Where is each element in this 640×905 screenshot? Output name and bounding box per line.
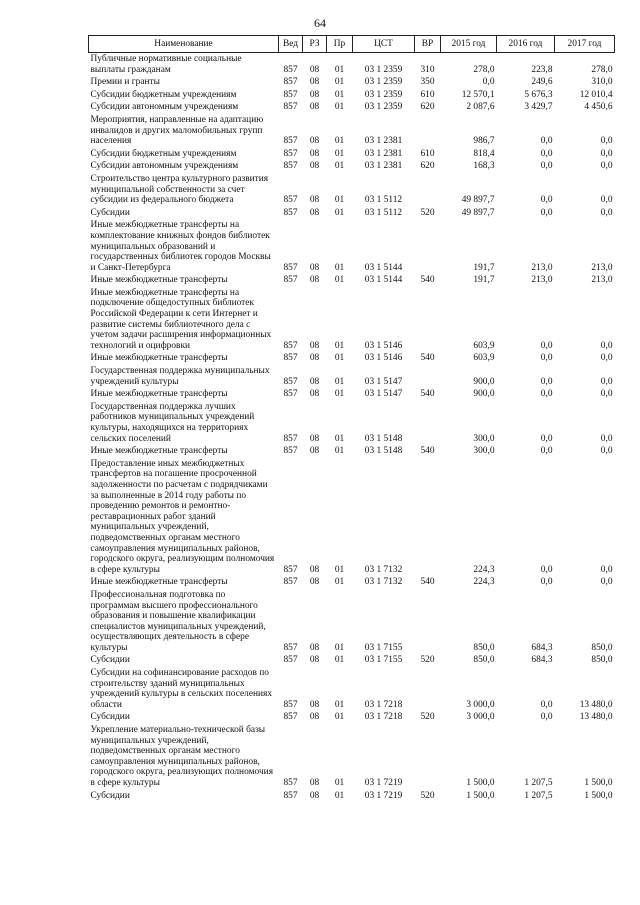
cell-2017: 0,0 bbox=[600, 564, 613, 575]
cell-2017: 0,0 bbox=[600, 353, 613, 364]
cell-2015: 850,0 bbox=[473, 655, 495, 666]
cell-2017: 850,0 bbox=[591, 655, 613, 666]
cell-cst: 03 1 7218 bbox=[364, 699, 403, 710]
cell-rz: 08 bbox=[309, 778, 320, 788]
cell-2015: 224,3 bbox=[473, 564, 495, 575]
table-row bbox=[89, 76, 615, 89]
cell-pr: 01 bbox=[334, 778, 345, 788]
cell-ved: 857 bbox=[283, 77, 298, 88]
cell-2016: 1 207,5 bbox=[524, 790, 553, 801]
cell-2016: 0,0 bbox=[540, 353, 553, 364]
cell-pr: 01 bbox=[334, 102, 345, 113]
cell-2017: 1 500,0 bbox=[584, 778, 613, 788]
cell-2016: 684,3 bbox=[531, 655, 553, 666]
cell-2015: 12 570,1 bbox=[461, 89, 495, 100]
cell-vr: 350 bbox=[420, 77, 435, 88]
table-row bbox=[89, 287, 615, 353]
cell-2015: 1 500,0 bbox=[466, 778, 495, 788]
cell-2017: 4 450,6 bbox=[584, 102, 613, 113]
cell-vr: 540 bbox=[420, 389, 435, 400]
cell-rz: 08 bbox=[309, 389, 320, 400]
cell-2017: 0,0 bbox=[600, 389, 613, 400]
cell-name: Иные межбюджетные трансферты bbox=[90, 275, 228, 286]
cell-cst: 03 1 5147 bbox=[364, 389, 403, 400]
cell-2017: 0,0 bbox=[600, 433, 613, 444]
cell-cst: 03 1 2381 bbox=[364, 161, 403, 172]
cell-rz: 08 bbox=[309, 712, 320, 723]
cell-vr: 610 bbox=[420, 148, 435, 159]
cell-vr bbox=[415, 287, 441, 353]
cell-ved: 857 bbox=[283, 148, 298, 159]
cell-rz: 08 bbox=[309, 207, 320, 218]
cell-cst: 03 1 7132 bbox=[364, 564, 403, 575]
cell-name: Субсидии bbox=[90, 207, 130, 218]
cell-vr bbox=[415, 219, 441, 274]
cell-pr: 01 bbox=[334, 699, 345, 710]
cell-rz: 08 bbox=[309, 353, 320, 364]
cell-2015: 986,7 bbox=[473, 136, 495, 147]
cell-ved: 857 bbox=[283, 275, 298, 286]
cell-ved: 857 bbox=[283, 102, 298, 113]
cell-vr bbox=[415, 114, 441, 148]
cell-name: Строительство центра культурного развития муниципальной собственности за счет субсидии из федерального бюджета bbox=[90, 173, 269, 206]
cell-pr: 01 bbox=[334, 353, 345, 364]
cell-rz: 08 bbox=[309, 433, 320, 444]
cell-cst: 03 1 7155 bbox=[364, 642, 403, 653]
table-row bbox=[89, 274, 615, 287]
cell-2017: 0,0 bbox=[600, 148, 613, 159]
cell-2016: 0,0 bbox=[540, 195, 553, 206]
cell-vr: 540 bbox=[420, 353, 435, 364]
budget-table bbox=[88, 35, 615, 802]
cell-ved: 857 bbox=[283, 642, 298, 653]
cell-ved: 857 bbox=[283, 353, 298, 364]
cell-pr: 01 bbox=[334, 433, 345, 444]
cell-pr: 01 bbox=[334, 89, 345, 100]
cell-name: Субсидии bbox=[90, 712, 130, 723]
table-row bbox=[89, 711, 615, 724]
cell-pr: 01 bbox=[334, 564, 345, 575]
cell-vr bbox=[415, 589, 441, 655]
cell-2015: 900,0 bbox=[473, 376, 495, 387]
col-header-name: Наименование bbox=[89, 36, 279, 53]
cell-cst: 03 1 7155 bbox=[364, 655, 403, 666]
cell-ved: 857 bbox=[283, 340, 298, 351]
cell-rz: 08 bbox=[309, 64, 320, 75]
cell-ved: 857 bbox=[283, 564, 298, 575]
cell-2017: 12 010,4 bbox=[579, 89, 613, 100]
cell-cst: 03 1 2359 bbox=[364, 64, 403, 75]
cell-2016: 0,0 bbox=[540, 564, 553, 575]
cell-vr: 520 bbox=[420, 790, 435, 801]
cell-pr: 01 bbox=[334, 207, 345, 218]
cell-vr bbox=[415, 667, 441, 711]
cell-ved: 857 bbox=[283, 89, 298, 100]
cell-cst: 03 1 5144 bbox=[364, 275, 403, 286]
cell-rz: 08 bbox=[309, 148, 320, 159]
cell-rz: 08 bbox=[309, 577, 320, 588]
cell-cst: 03 1 2359 bbox=[364, 89, 403, 100]
cell-vr: 540 bbox=[420, 446, 435, 457]
cell-2017: 0,0 bbox=[600, 207, 613, 218]
cell-2015: 278,0 bbox=[473, 64, 495, 75]
cell-2015: 603,9 bbox=[473, 353, 495, 364]
cell-name: Иные межбюджетные трансферты на комплектование книжных фондов библиотек муниципальных образований и государственных библиотек городов Москвы и Санкт-Петербурга bbox=[90, 220, 271, 273]
cell-ved: 857 bbox=[283, 577, 298, 588]
cell-2016: 0,0 bbox=[540, 207, 553, 218]
cell-vr: 620 bbox=[420, 161, 435, 172]
cell-cst: 03 1 7132 bbox=[364, 577, 403, 588]
cell-rz: 08 bbox=[309, 340, 320, 351]
cell-cst: 03 1 2359 bbox=[364, 102, 403, 113]
cell-2015: 3 000,0 bbox=[466, 712, 495, 723]
cell-2016: 0,0 bbox=[540, 699, 553, 710]
cell-ved: 857 bbox=[283, 161, 298, 172]
cell-2015: 191,7 bbox=[473, 262, 495, 273]
cell-name: Укрепление материально-технической базы муниципальных учреждений, подведомственных органам местного самоуправления муниципальных районов, городского округа, реализующих полномочия в сфере культуры bbox=[90, 725, 274, 788]
cell-cst: 03 1 7218 bbox=[364, 712, 403, 723]
cell-ved: 857 bbox=[283, 207, 298, 218]
cell-cst: 03 1 5146 bbox=[364, 340, 403, 351]
cell-2016: 0,0 bbox=[540, 148, 553, 159]
cell-vr bbox=[415, 458, 441, 577]
cell-ved: 857 bbox=[283, 376, 298, 387]
cell-name: Субсидии bbox=[90, 655, 130, 666]
table-row bbox=[89, 724, 615, 790]
table-row bbox=[89, 589, 615, 655]
cell-pr: 01 bbox=[334, 642, 345, 653]
cell-2016: 0,0 bbox=[540, 577, 553, 588]
cell-name: Субсидии bbox=[90, 790, 130, 801]
cell-ved: 857 bbox=[283, 655, 298, 666]
col-header-2017: 2017 год bbox=[555, 36, 615, 53]
cell-2016: 213,0 bbox=[531, 262, 553, 273]
cell-name: Профессиональная подготовка по программам высшего профессионального образования и повышение квалификации специалистов муниципальных учреждений, осуществляющих деятельность в сфере культуры bbox=[90, 589, 266, 653]
cell-2016: 0,0 bbox=[540, 376, 553, 387]
cell-2016: 213,0 bbox=[531, 275, 553, 286]
cell-pr: 01 bbox=[334, 790, 345, 801]
table-row bbox=[89, 401, 615, 445]
cell-2016: 3 429,7 bbox=[524, 102, 553, 113]
cell-rz: 08 bbox=[309, 262, 320, 273]
cell-cst: 03 1 7219 bbox=[364, 778, 403, 788]
cell-2015: 300,0 bbox=[473, 433, 495, 444]
cell-vr: 520 bbox=[420, 655, 435, 666]
table-row bbox=[89, 790, 615, 803]
table-row bbox=[89, 114, 615, 148]
cell-name: Премии и гранты bbox=[90, 77, 160, 88]
cell-2017: 13 480,0 bbox=[579, 699, 613, 710]
cell-name: Мероприятия, направленные на адаптацию инвалидов и других маломобильных групп населения bbox=[90, 114, 264, 147]
cell-2015: 3 000,0 bbox=[466, 699, 495, 710]
cell-vr bbox=[415, 173, 441, 207]
cell-vr: 610 bbox=[420, 89, 435, 100]
table-row bbox=[89, 654, 615, 667]
cell-cst: 03 1 5146 bbox=[364, 353, 403, 364]
table-row bbox=[89, 576, 615, 589]
cell-pr: 01 bbox=[334, 148, 345, 159]
cell-ved: 857 bbox=[283, 195, 298, 206]
cell-pr: 01 bbox=[334, 77, 345, 88]
col-header-2016: 2016 год bbox=[497, 36, 555, 53]
table-row bbox=[89, 388, 615, 401]
table-row bbox=[89, 219, 615, 274]
cell-name: Предоставление иных межбюджетных трансфертов на погашение просроченной задолженности по расчетам с подрядчиками за выполненные в 2014 году работы по проведению ремонтов и ремонтно-реставрационных работ зданий муниципальных учреждений, подведомственных органам местного самоуправления муниципальных районов, городского округа, реализующим полномочия в сфере культуры bbox=[90, 458, 275, 575]
cell-name: Субсидии бюджетным учреждениям bbox=[90, 148, 237, 159]
col-header-pr: Пр bbox=[327, 36, 353, 53]
cell-2017: 310,0 bbox=[591, 77, 613, 88]
cell-cst: 03 1 2359 bbox=[364, 77, 403, 88]
cell-rz: 08 bbox=[309, 161, 320, 172]
table-row bbox=[89, 352, 615, 365]
cell-2015: 1 500,0 bbox=[466, 790, 495, 801]
cell-2015: 850,0 bbox=[473, 642, 495, 653]
cell-2015: 168,3 bbox=[473, 161, 495, 172]
cell-2015: 900,0 bbox=[473, 389, 495, 400]
cell-2015: 603,9 bbox=[473, 340, 495, 351]
cell-vr: 520 bbox=[420, 207, 435, 218]
cell-ved: 857 bbox=[283, 778, 298, 788]
cell-vr: 620 bbox=[420, 102, 435, 113]
cell-cst: 03 1 2381 bbox=[364, 148, 403, 159]
table-row bbox=[89, 445, 615, 458]
cell-rz: 08 bbox=[309, 564, 320, 575]
cell-name: Публичные нормативные социальные выплаты гражданам bbox=[90, 54, 242, 75]
cell-pr: 01 bbox=[334, 262, 345, 273]
cell-2016: 0,0 bbox=[540, 136, 553, 147]
cell-rz: 08 bbox=[309, 89, 320, 100]
cell-cst: 03 1 5148 bbox=[364, 433, 403, 444]
cell-2017: 0,0 bbox=[600, 136, 613, 147]
cell-name: Субсидии автономным учреждениям bbox=[90, 161, 239, 172]
table-row bbox=[89, 53, 615, 77]
cell-cst: 03 1 7219 bbox=[364, 790, 403, 801]
cell-cst: 03 1 2381 bbox=[364, 136, 403, 147]
cell-2015: 49 897,7 bbox=[461, 195, 495, 206]
cell-vr: 520 bbox=[420, 712, 435, 723]
cell-pr: 01 bbox=[334, 195, 345, 206]
cell-2016: 684,3 bbox=[531, 642, 553, 653]
col-header-2015: 2015 год bbox=[441, 36, 497, 53]
cell-rz: 08 bbox=[309, 275, 320, 286]
cell-pr: 01 bbox=[334, 577, 345, 588]
cell-pr: 01 bbox=[334, 655, 345, 666]
cell-name: Субсидии автономным учреждениям bbox=[90, 102, 239, 113]
cell-2017: 0,0 bbox=[600, 577, 613, 588]
cell-2015: 0,0 bbox=[482, 77, 495, 88]
cell-vr bbox=[415, 724, 441, 790]
cell-2016: 1 207,5 bbox=[524, 778, 553, 788]
cell-2017: 0,0 bbox=[600, 161, 613, 172]
cell-name: Иные межбюджетные трансферты bbox=[90, 353, 228, 364]
cell-ved: 857 bbox=[283, 712, 298, 723]
col-header-vr: ВР bbox=[415, 36, 441, 53]
cell-name: Иные межбюджетные трансферты на подключение общедоступных библиотек Российской Федерации к сети Интернет и развитие системы библиотечного дела с учетом задачи расширения информационных технологий и оцифровки bbox=[90, 287, 272, 351]
cell-2016: 0,0 bbox=[540, 433, 553, 444]
cell-2017: 13 480,0 bbox=[579, 712, 613, 723]
cell-2016: 0,0 bbox=[540, 446, 553, 457]
cell-name: Государственная поддержка лучших работников муниципальных учреждений культуры, находящихся на территориях сельских поселений bbox=[90, 401, 255, 444]
cell-rz: 08 bbox=[309, 655, 320, 666]
cell-rz: 08 bbox=[309, 642, 320, 653]
col-header-cst: ЦСТ bbox=[353, 36, 415, 53]
cell-ved: 857 bbox=[283, 699, 298, 710]
cell-rz: 08 bbox=[309, 195, 320, 206]
cell-2017: 213,0 bbox=[591, 262, 613, 273]
cell-cst: 03 1 5112 bbox=[364, 207, 403, 218]
cell-rz: 08 bbox=[309, 699, 320, 710]
cell-cst: 03 1 5144 bbox=[364, 262, 403, 273]
table-row bbox=[89, 207, 615, 220]
cell-2017: 0,0 bbox=[600, 376, 613, 387]
col-header-rz: РЗ bbox=[303, 36, 327, 53]
col-header-ved: Вед bbox=[279, 36, 303, 53]
cell-vr bbox=[415, 401, 441, 445]
page-number: 64 bbox=[314, 16, 326, 30]
table-row bbox=[89, 173, 615, 207]
cell-2017: 213,0 bbox=[591, 275, 613, 286]
cell-2016: 223,8 bbox=[531, 64, 553, 75]
cell-2015: 191,7 bbox=[473, 275, 495, 286]
cell-name: Государственная поддержка муниципальных учреждений культуры bbox=[90, 366, 270, 387]
cell-ved: 857 bbox=[283, 790, 298, 801]
cell-vr: 540 bbox=[420, 275, 435, 286]
cell-pr: 01 bbox=[334, 376, 345, 387]
cell-rz: 08 bbox=[309, 77, 320, 88]
cell-vr bbox=[415, 365, 441, 388]
table-row bbox=[89, 148, 615, 161]
cell-ved: 857 bbox=[283, 136, 298, 147]
cell-2016: 0,0 bbox=[540, 161, 553, 172]
cell-ved: 857 bbox=[283, 446, 298, 457]
cell-2016: 0,0 bbox=[540, 340, 553, 351]
cell-cst: 03 1 5147 bbox=[364, 376, 403, 387]
cell-2017: 850,0 bbox=[591, 642, 613, 653]
cell-pr: 01 bbox=[334, 446, 345, 457]
cell-2017: 1 500,0 bbox=[584, 790, 613, 801]
cell-ved: 857 bbox=[283, 64, 298, 75]
cell-rz: 08 bbox=[309, 102, 320, 113]
cell-ved: 857 bbox=[283, 433, 298, 444]
cell-cst: 03 1 5148 bbox=[364, 446, 403, 457]
cell-2015: 2 087,6 bbox=[466, 102, 495, 113]
table-row bbox=[89, 89, 615, 102]
cell-vr: 540 bbox=[420, 577, 435, 588]
table-body bbox=[89, 53, 615, 803]
cell-2016: 0,0 bbox=[540, 712, 553, 723]
cell-pr: 01 bbox=[334, 136, 345, 147]
cell-2017: 0,0 bbox=[600, 446, 613, 457]
cell-rz: 08 bbox=[309, 790, 320, 801]
cell-rz: 08 bbox=[309, 136, 320, 147]
cell-cst: 03 1 5112 bbox=[364, 195, 403, 206]
cell-pr: 01 bbox=[334, 275, 345, 286]
cell-vr: 310 bbox=[420, 64, 435, 75]
table-row bbox=[89, 458, 615, 577]
cell-2017: 0,0 bbox=[600, 195, 613, 206]
cell-rz: 08 bbox=[309, 446, 320, 457]
cell-pr: 01 bbox=[334, 389, 345, 400]
cell-pr: 01 bbox=[334, 712, 345, 723]
cell-pr: 01 bbox=[334, 340, 345, 351]
cell-pr: 01 bbox=[334, 64, 345, 75]
cell-ved: 857 bbox=[283, 262, 298, 273]
cell-2017: 0,0 bbox=[600, 340, 613, 351]
cell-ved: 857 bbox=[283, 389, 298, 400]
table-row bbox=[89, 365, 615, 388]
cell-name: Иные межбюджетные трансферты bbox=[90, 577, 228, 588]
cell-name: Субсидии бюджетным учреждениям bbox=[90, 89, 237, 100]
table-row bbox=[89, 160, 615, 173]
cell-name: Иные межбюджетные трансферты bbox=[90, 389, 228, 400]
cell-2016: 5 676,3 bbox=[524, 89, 553, 100]
table-row bbox=[89, 101, 615, 114]
cell-2017: 278,0 bbox=[591, 64, 613, 75]
cell-rz: 08 bbox=[309, 376, 320, 387]
cell-name: Иные межбюджетные трансферты bbox=[90, 446, 228, 457]
cell-2016: 249,6 bbox=[531, 77, 553, 88]
cell-2015: 818,4 bbox=[473, 148, 495, 159]
cell-2015: 300,0 bbox=[473, 446, 495, 457]
table-row bbox=[89, 667, 615, 711]
cell-name: Субсидии на софинансирование расходов по строительству зданий муниципальных учреждений культуры в сельских поселениях области bbox=[90, 668, 273, 710]
cell-2016: 0,0 bbox=[540, 389, 553, 400]
cell-2015: 224,3 bbox=[473, 577, 495, 588]
table-header bbox=[89, 36, 615, 53]
cell-pr: 01 bbox=[334, 161, 345, 172]
cell-2015: 49 897,7 bbox=[461, 207, 495, 218]
